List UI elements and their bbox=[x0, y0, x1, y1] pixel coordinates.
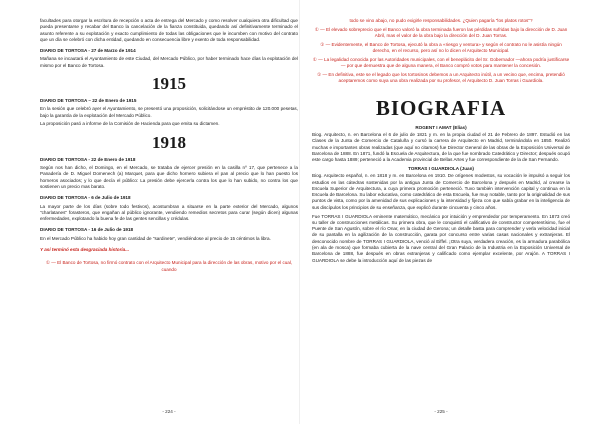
heading-1918-jan: DIARIO DE TORTOSA - 22 de Enero de 1918 bbox=[40, 156, 136, 162]
heading-1918-jul-6: DIARIO DE TORTOSA - 6 de Julio de 1918 bbox=[40, 195, 131, 201]
paragraph-1918-jan: Según nos han dicho, el Domingo, en el Mercado, se trataba de ejercer presión en la casilla nº 17, que pertenece a la Panadería de D. Miguel Domenech (a) Marquet, para que dicho hornero subiera el pan al precio que lo han puesto los horneros asociados; y lo que decía el público: La presión debe ejercerla contra los que lo han subido, no contra los que sostienen un precio mas barato. bbox=[40, 165, 298, 189]
paragraph-1914: Mañana se incautará el Ayuntamiento de este Ciudad, del Mercado Público, por haber terminado hace días la explotación del mismo por el Banco de Tortosa. bbox=[40, 56, 298, 68]
heading-1918-jul-16: DIARIO DE TORTOSA - 16 de Julio de 1918 bbox=[40, 227, 134, 233]
heading-1914: DIARIO DE TORTOSA - 27 de Marzo de 1914 bbox=[40, 48, 136, 54]
paragraph-1915-a: En la sesión que celebró ayer el Ayuntamiento, se presentó una proposición, solicitándose un empréstito de 120.000 pesetas, bajo la garantía de la explotación del Mercado Público. bbox=[40, 106, 298, 118]
biography-torras-1: Biog. Arquitecto español, n. en 1818 y m. en Barcelona en 1910. De orígenes modestos, su vocación le impulsó a seguir los estudios en las cátedras sostenidas por la antigua Junta de Comercio de Barcelona y después en Madrid, al crearse la Escuela Superior de Arquitectura, a cuya primera promoción perteneció. Tuvo también intervención capital y continua en la Escuela de Barcelona. Su labor educativa, como catedrático de esta Escuela, fue muy notable, tanto por la originalidad de sus puntos de vista, como por la amenidad de sus explicaciones y la intensidad y fijeza con que sabía grabar en la inteligencia de sus discípulos los principios de su enseñanza, que explicó durante cincuenta y cinco años. bbox=[312, 173, 570, 210]
paragraph-1915-b: La proposición pasó a informe de la Comisión de Hacienda para que emita su dictamen. bbox=[40, 121, 220, 127]
biography-torras-2: Fue TORRAS I GUARDIOLA eminente matemático, mecánico por intuición y emprendedor por temperamento. En 1873 creó su taller de construcciones metálicas. Su primera obra, que le conquistó el calificativo de constructor competentísimo, fue el Puente de San Agustín, sobre el río Onar, en la ciudad de Gerona; un detalle basta para comprender y verla velocidad inicial de su pantalla en la agilización de la construcción, garata por concurso entre varias casas nacionales y extranjeras. El desconocido nombre de TORRAS I GUARDIOLA, venció al Eiffel. ¡Otra suya, verdadera creación, es la armadura parabólica (en ala de mosca) que formaba cubierta de la nave central del Gran Palacio de la Industria en la Exposición Universal de Barcelona de 1888, fue después en obras extranjeras y calificado como ejemplar excelente, por Arajón. A TORRAS I GUARDIOLA se debe la introducción aquí de las piezas de bbox=[312, 213, 570, 263]
closing-line: Y así terminó esta desgraciada historia... bbox=[40, 247, 130, 253]
footnote: ① — El Banco de Tortosa, no firmó contrato con el Arquitecto Municipal para la dirección de las obras, motivo por el cual, cuando bbox=[45, 260, 293, 272]
page-number-right: - 225 - bbox=[434, 409, 448, 414]
year-heading-1918: 1918 bbox=[152, 132, 186, 152]
quote-paragraph: ① — El elevado sobreprecio que el Banco valoró la obra terminada fueron las pérdidas sufridas bajo la dirección de D. Juan Abril, mas el valor de la obra bajo la dirección del D. Juan Torras. bbox=[314, 26, 568, 39]
biography-name-rogent: ROGENT I AMAT (Elías) bbox=[415, 124, 467, 130]
page-number-left: - 224 - bbox=[162, 409, 176, 414]
red-quotations bbox=[312, 18, 570, 85]
quote-paragraph: ① — En definitiva, este se el legado que los tortosinos debemos a un Arquitecto inútil, a un vecino que, encima, pretendió aceptaremos como suya una obra realizada por su profesor, el Arquitecto D. Juan Torras i Guardiola. bbox=[317, 72, 565, 84]
left-page bbox=[40, 18, 298, 273]
quote-paragraph: ① — Evidentemente, el Banco de Tortosa, ejecutó la obra a «riesgo y ventura» y según el contrato no le asistía ningún derecho, en el recurso, pero así no lo dicen el Arquitecto Municipal. bbox=[320, 41, 562, 54]
quote-paragraph: todo se vino abajo, no pudo exigirle responsabilidades. ¿Quien pagaría "los platos rotos"? bbox=[349, 18, 533, 23]
paragraph-1918-jul-16: En el Mercado Público ha habido hoy gran cantidad de "sardinete", vendiéndose al precio de 15 céntimos la libra. bbox=[40, 235, 271, 241]
biography-title: BIOGRAFIA bbox=[375, 95, 507, 120]
year-heading-1915: 1915 bbox=[152, 74, 186, 94]
intro-paragraph: facultades para otorgar la escritura de recepción o acta de entrega del Mercado y como resolver cualquiera otra dificultad que pueda presentarse y recabar del Banco la cancelación de la fianza constituida, quedando así definitivamente terminado el asunto referente a su explotación y exacto cumplimiento de todas las obligaciones que le incumben con motivo del contrato que un día se celebró con dicha entidad, quedando en consecuencia libre y exento de toda responsabilidad. bbox=[40, 18, 298, 42]
right-page bbox=[312, 18, 570, 266]
biography-rogent: Biog. Arquitecto, n. en Barcelona el 6 de julio de 1821 y m. en la propia ciudad el 21 de Febrero de 1897. Estudió en las Clases de la Junta de Comercio de Cataluña y cursó la carrera de Arquitecto en Madrid, terminándola en 1850. Realizó muchas e importantes obras realizadas (que aquí no citamos) fue Director General de las obras de la Exposición Universal de Barcelona de 1888. En 1871, fundó la Escuela de Arquitectura, de la que fue nombrado Catedrático y Director; después ocupó este cargo hasta 1889; perteneció a la Academia provincial de Bellas Artes y fue correspondiente de la de San Fernando. bbox=[312, 131, 570, 163]
page-gutter bbox=[299, 0, 300, 424]
biography-name-torras: TORRAS I GUARDIOLA (Juan) bbox=[408, 165, 474, 171]
heading-1915: DIARIO DE TORTOSA – 22 de Enero de 1915 bbox=[40, 98, 137, 104]
paragraph-1918-jul-6: La mayor parte de los días (sobre todo festivos), acostumbran a situarse en la parte exterior del Mercado, algunos "charlatanes" forasteros, que engañan al público ignorante, vendiendo remedios secretos para curar (según dicen) algunas enfermedades, explotando la buena fe de las gentes sencillas y crédulas. bbox=[40, 203, 298, 222]
quote-paragraph: ① — La legalidad conocida por las Autoridades municipales, con el beneplácito del Sr. Gobernador —ahora podría justificarse— por que demuestra que de alguna manera, el Banco compró votos para mantener la concesión. bbox=[312, 56, 570, 69]
